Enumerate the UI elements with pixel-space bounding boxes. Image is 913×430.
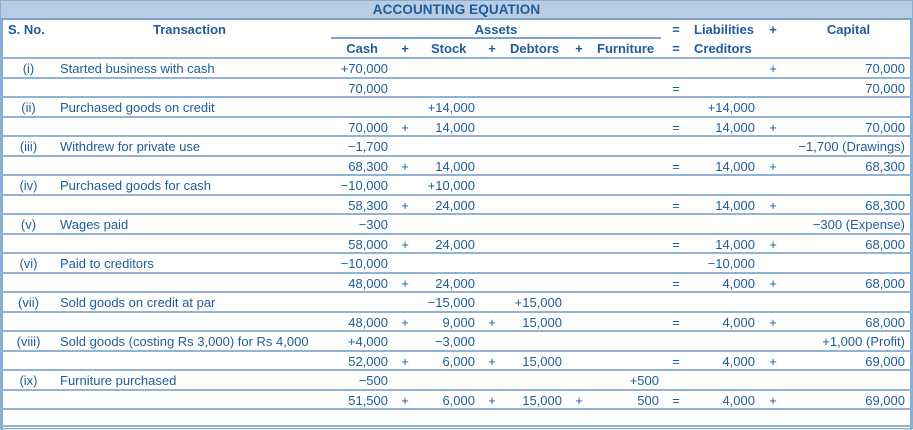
stock-cell: 24,000 <box>435 236 475 252</box>
capital-cell: 70,000 <box>865 80 905 96</box>
header-creditors: Creditors <box>694 41 752 56</box>
transaction-cell: Withdrew for private use <box>60 139 201 154</box>
cash-cell: 70,000 <box>348 119 388 135</box>
cash-cell: −500 <box>358 373 388 388</box>
capital-cell: 68,300 <box>865 197 905 213</box>
equals-cell: = <box>672 197 680 213</box>
capital-cell: −300 (Expense) <box>812 217 905 232</box>
cash-cell: 52,000 <box>348 353 388 369</box>
capital-cell: 68,000 <box>865 314 905 330</box>
header-stock: Stock <box>431 41 467 56</box>
capital-cell: 70,000 <box>865 61 905 76</box>
plus-cell: + <box>769 353 777 369</box>
header-cash: Cash <box>346 41 378 56</box>
sno-cell: (viii) <box>16 334 41 349</box>
capital-cell: 68,000 <box>865 236 905 252</box>
cash-cell: −10,000 <box>340 178 388 193</box>
balance-row <box>1 118 912 138</box>
transaction-row <box>1 215 912 235</box>
cash-cell: 58,300 <box>348 197 388 213</box>
header-equals-2: = <box>672 41 680 56</box>
capital-cell: 68,300 <box>865 158 905 174</box>
plus-cell: + <box>401 314 409 330</box>
transaction-cell: Purchased goods on credit <box>60 100 215 115</box>
transaction-cell: Paid to creditors <box>60 256 154 271</box>
sno-cell: (ii) <box>21 100 36 115</box>
transaction-row <box>1 59 912 79</box>
transaction-cell: Sold goods (costing Rs 3,000) for Rs 4,000 <box>60 334 309 349</box>
sno-cell: (iv) <box>19 178 38 193</box>
plus-cell: + <box>488 353 496 369</box>
equals-cell: = <box>672 119 680 135</box>
plus-cell: + <box>769 236 777 252</box>
balance-row <box>1 352 912 372</box>
stock-cell: 14,000 <box>435 119 475 135</box>
cash-cell: −10,000 <box>340 256 388 271</box>
stock-cell: +10,000 <box>427 178 475 193</box>
cash-cell: 48,000 <box>348 275 388 291</box>
header-equals: = <box>672 22 680 37</box>
stock-cell: 14,000 <box>435 158 475 174</box>
balance-row <box>1 196 912 216</box>
capital-cell: 69,000 <box>865 353 905 369</box>
debtors-cell: +15,000 <box>514 295 562 310</box>
capital-cell: −1,700 (Drawings) <box>798 139 905 154</box>
plus-cell: + <box>401 275 409 291</box>
furniture-cell: +500 <box>629 373 659 388</box>
cash-cell: −300 <box>358 217 388 232</box>
balance-row <box>1 410 912 427</box>
transaction-row <box>1 332 912 352</box>
header-row-2 <box>1 39 912 59</box>
creditors-cell: 14,000 <box>715 119 755 135</box>
creditors-cell: 4,000 <box>722 392 755 408</box>
stock-cell: 24,000 <box>435 275 475 291</box>
plus-cell: + <box>401 119 409 135</box>
creditors-cell: 14,000 <box>715 158 755 174</box>
cash-cell: 51,500 <box>348 392 388 408</box>
equals-cell: = <box>672 158 680 174</box>
sno-cell: (ix) <box>19 373 38 388</box>
stock-cell: −3,000 <box>434 334 475 349</box>
header-plus-2: + <box>488 41 496 56</box>
sno-cell: (iii) <box>19 139 38 154</box>
plus-cell: + <box>488 314 496 330</box>
equals-cell: = <box>672 275 680 291</box>
cash-cell: +70,000 <box>340 61 388 76</box>
equals-cell: = <box>672 353 680 369</box>
header-transaction: Transaction <box>153 22 226 37</box>
creditors-cell: +14,000 <box>707 100 755 115</box>
header-plus-capital: + <box>769 22 777 37</box>
balance-row <box>1 79 912 99</box>
equals-cell: = <box>672 236 680 252</box>
header-plus-3: + <box>575 41 583 56</box>
header-liabilities: Liabilities <box>694 22 754 37</box>
stock-cell: +14,000 <box>427 100 475 115</box>
creditors-cell: 4,000 <box>722 275 755 291</box>
balance-row <box>1 391 912 411</box>
header-capital: Capital <box>826 22 871 37</box>
transaction-cell: Furniture purchased <box>60 373 177 388</box>
plus-cell: + <box>575 392 583 408</box>
transaction-row <box>1 371 912 391</box>
cash-cell: 70,000 <box>348 80 388 96</box>
plus-cell: + <box>488 392 496 408</box>
transaction-cell: Started business with cash <box>60 61 215 76</box>
plus-cell: + <box>769 392 777 408</box>
capital-cell: 70,000 <box>865 119 905 135</box>
stock-cell: 24,000 <box>435 197 475 213</box>
creditors-cell: 14,000 <box>715 197 755 213</box>
plus-cell: + <box>769 119 777 135</box>
balance-row <box>1 235 912 255</box>
capital-cell: 68,000 <box>865 275 905 291</box>
stock-cell: 9,000 <box>442 314 475 330</box>
transaction-cell: Purchased goods for cash <box>60 178 212 193</box>
creditors-cell: 4,000 <box>722 353 755 369</box>
plus-cell: + <box>769 275 777 291</box>
stock-cell: −15,000 <box>427 295 475 310</box>
transaction-row <box>1 137 912 157</box>
transaction-cell: Sold goods on credit at par <box>60 295 216 310</box>
header-debtors: Debtors <box>510 41 560 56</box>
transaction-cell: Wages paid <box>60 217 129 232</box>
equals-cell: = <box>672 314 680 330</box>
plus-cell: + <box>769 314 777 330</box>
plus-cell: + <box>769 197 777 213</box>
plus-cell: + <box>401 353 409 369</box>
cash-cell: −1,700 <box>347 139 388 154</box>
plus-cell: + <box>401 158 409 174</box>
stock-cell: 6,000 <box>442 392 475 408</box>
cash-cell: 58,000 <box>348 236 388 252</box>
cash-cell: 48,000 <box>348 314 388 330</box>
transaction-row <box>1 98 912 118</box>
transaction-row <box>1 293 912 313</box>
cash-cell: +4,000 <box>347 334 388 349</box>
creditors-cell: 4,000 <box>722 314 755 330</box>
debtors-cell: 15,000 <box>522 314 562 330</box>
stock-cell: 6,000 <box>442 353 475 369</box>
plus-cell: + <box>401 197 409 213</box>
debtors-cell: 15,000 <box>522 353 562 369</box>
title-bar <box>1 1 912 20</box>
sno-cell: (vii) <box>18 295 39 310</box>
creditors-cell: −10,000 <box>707 256 755 271</box>
sno-cell: (v) <box>20 217 37 232</box>
table-title: ACCOUNTING EQUATION <box>372 2 541 17</box>
balance-row <box>1 157 912 177</box>
cash-cell: 68,300 <box>348 158 388 174</box>
transaction-row <box>1 176 912 196</box>
plus-cell: + <box>769 158 777 174</box>
equals-cell: = <box>672 392 680 408</box>
furniture-cell: 500 <box>637 392 659 408</box>
balance-row <box>1 274 912 294</box>
header-sno: S. No. <box>8 22 45 37</box>
sno-cell: (i) <box>22 61 35 76</box>
transaction-row <box>1 254 912 274</box>
capital-cell: +1,000 (Profit) <box>822 334 905 349</box>
header-assets: Assets <box>474 22 518 37</box>
equals-cell: = <box>672 80 680 96</box>
header-furniture: Furniture <box>597 41 655 56</box>
creditors-cell: 14,000 <box>715 236 755 252</box>
plus-cell: + <box>769 61 777 76</box>
header-plus-1: + <box>401 41 409 56</box>
sno-cell: (vi) <box>19 256 38 271</box>
capital-cell: 69,000 <box>865 392 905 408</box>
plus-cell: + <box>401 392 409 408</box>
plus-cell: + <box>401 236 409 252</box>
balance-row <box>1 313 912 333</box>
debtors-cell: 15,000 <box>522 392 562 408</box>
